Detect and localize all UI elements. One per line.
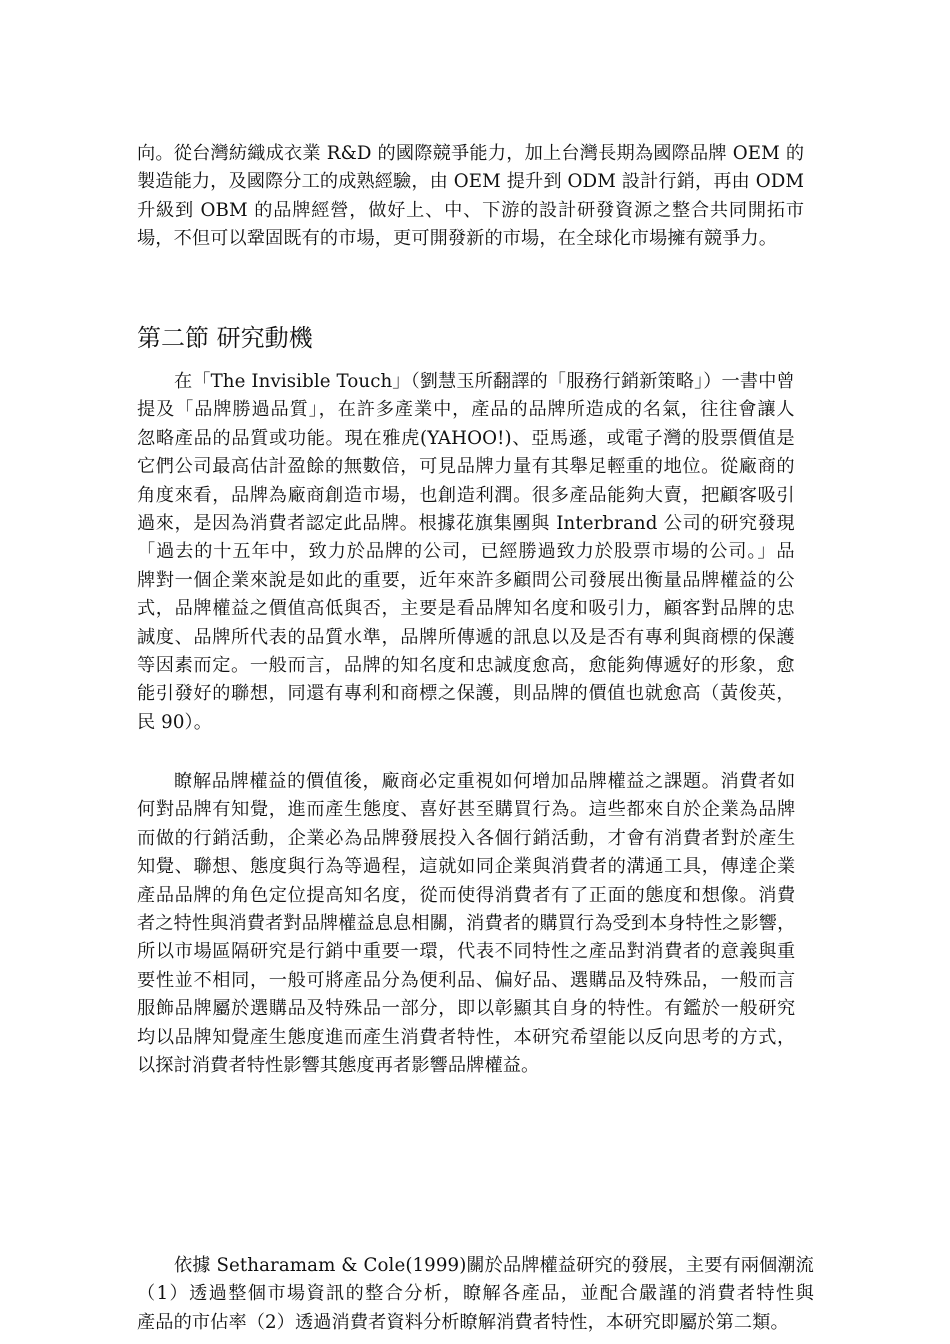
- paragraph-research-motivation-1: [137, 368, 795, 737]
- text-line: 忽略產品的品質或功能。現在雅虎(YAHOO!)、亞馬遜，或電子灣的股票價值是: [137, 427, 795, 449]
- text-line: 升級到 OBM 的品牌經營，做好上、中、下游的設計研發資源之整合共同開拓市: [137, 199, 805, 221]
- text-line: 等因素而定。一般而言，品牌的知名度和忠誠度愈高，愈能夠傳遞好的形象，愈: [137, 655, 795, 677]
- text-line: 場，不但可以鞏固既有的市場，更可開發新的市場，在全球化市場擁有競爭力。: [137, 228, 778, 250]
- section-heading: 第二節 研究動機: [137, 324, 313, 352]
- text-line: （1）透過整個市場資訊的整合分析，瞭解各產品，並配合嚴謹的消費者特性與: [137, 1283, 814, 1305]
- paragraph-research-motivation-3: [137, 1252, 814, 1337]
- text-line: 服飾品牌屬於選購品及特殊品一部分，即以彰顯其自身的特性。有鑑於一般研究: [137, 998, 796, 1020]
- text-line: 牌對一個企業來說是如此的重要，近年來許多顧問公司發展出衡量品牌權益的公: [137, 569, 795, 591]
- text-line: 能引發好的聯想，同還有專利和商標之保護，則品牌的價值也就愈高（黃俊英，: [137, 683, 795, 705]
- text-line: 依據 Setharamam & Cole(1999)關於品牌權益研究的發展，主要有兩個潮流: [174, 1255, 814, 1276]
- text-line: 所以市場區隔研究是行銷中重要一環，代表不同特性之產品對消費者的意義與重: [137, 941, 796, 963]
- text-line: 式，品牌權益之價值高低與否，主要是看品牌知名度和吸引力，顧客對品牌的忠: [137, 598, 795, 620]
- text-line: 知覺、聯想、態度與行為等過程，這就如同企業與消費者的溝通工具，傳達企業: [137, 856, 796, 878]
- text-line: 它們公司最高估計盈餘的無數倍，可見品牌力量有其舉足輕重的地位。從廠商的: [137, 456, 795, 478]
- text-line: 過來，是因為消費者認定此品牌。根據花旗集團與 Interbrand 公司的研究發現: [137, 513, 795, 535]
- text-line: 角度來看，品牌為廠商創造市場，也創造利潤。很多產品能夠大賣，把顧客吸引: [137, 484, 795, 506]
- paragraph-research-motivation-2: [137, 768, 795, 1080]
- continuation-paragraph: [137, 140, 804, 254]
- text-line: 誠度、品牌所代表的品質水準，品牌所傳遞的訊息以及是否有專利與商標的保護: [137, 626, 795, 648]
- text-line: 瞭解品牌權益的價值後，廠商必定重視如何增加品牌權益之課題。消費者如: [174, 771, 796, 792]
- text-line: 民 90）。: [137, 711, 212, 733]
- text-line: 向。從台灣紡織成衣業 R&D 的國際競爭能力，加上台灣長期為國際品牌 OEM 的: [137, 143, 805, 164]
- text-line: 何對品牌有知覺，進而產生態度、喜好甚至購買行為。這些都來自於企業為品牌: [137, 799, 796, 821]
- text-line: 產品品牌的角色定位提高知名度，從而使得消費者有了正面的態度和想像。消費: [137, 884, 796, 906]
- text-line: 均以品牌知覺產生態度進而產生消費者特性，本研究希望能以反向思考的方式，: [137, 1026, 796, 1048]
- text-line: 在「The Invisible Touch」（劉慧玉所翻譯的「服務行銷新策略」）一書中曾: [174, 371, 795, 392]
- text-line: 「過去的十五年中，致力於品牌的公司，已經勝過致力於股票市場的公司。」品: [137, 541, 795, 563]
- text-line: 製造能力，及國際分工的成熟經驗，由 OEM 提升到 ODM 設計行銷，再由 ODM: [137, 171, 805, 193]
- text-line: 以探討消費者特性影響其態度再者影響品牌權益。: [137, 1055, 540, 1077]
- text-line: 而做的行銷活動，企業必為品牌發展投入各個行銷活動，才會有消費者對於產生: [137, 827, 796, 849]
- text-line: 產品的市佔率（2）透過消費者資料分析瞭解消費者特性，本研究即屬於第二類。: [137, 1311, 789, 1333]
- text-line: 提及「品牌勝過品質」，在許多產業中，產品的品牌所造成的名氣，往往會讓人: [137, 399, 795, 421]
- text-line: 要性並不相同，一般可將產品分為便利品、偏好品、選購品及特殊品，一般而言: [137, 969, 796, 991]
- text-line: 者之特性與消費者對品牌權益息息相關，消費者的購買行為受到本身特性之影響，: [137, 913, 796, 935]
